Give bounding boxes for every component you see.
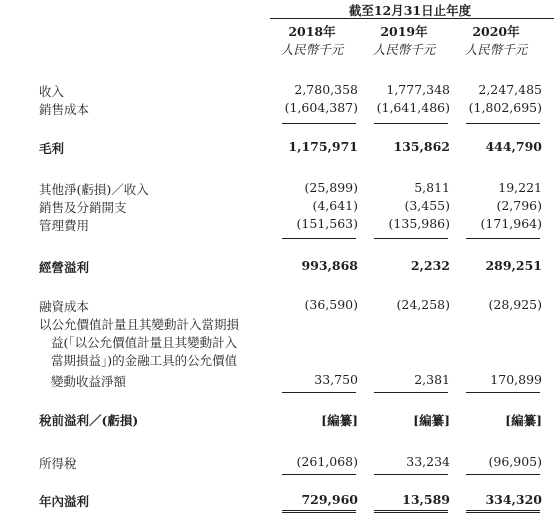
subtotal-rule xyxy=(374,392,448,393)
cell-revenue-2020: 2,247,485 xyxy=(478,82,542,97)
total-double-rule xyxy=(466,510,540,513)
cell-cost-of-sales-2020: (1,802,695) xyxy=(468,100,542,115)
row-label-revenue: 收入 xyxy=(39,84,65,99)
subtotal-rule xyxy=(282,238,356,239)
row-label-fvtpl-line-1: 以公允價值計量且其變動計入當期損 xyxy=(39,317,240,332)
row-label-operating-profit: 經營溢利 xyxy=(39,260,90,275)
cell-revenue-2019: 1,777,348 xyxy=(386,82,450,97)
cell-fvtpl-2020: 170,899 xyxy=(490,372,542,387)
period-header: 截至12月31日止年度 xyxy=(348,3,472,18)
cell-fvtpl-2018: 33,750 xyxy=(314,372,358,387)
unit-2020: 人民幣千元 xyxy=(464,42,528,57)
cell-cost-of-sales-2018: (1,604,387) xyxy=(284,100,358,115)
cell-operating-profit-2020: 289,251 xyxy=(485,258,542,273)
row-label-income-tax: 所得稅 xyxy=(39,456,77,471)
row-label-cost-of-sales: 銷售成本 xyxy=(39,102,90,117)
row-label-fvtpl-line-2: 益(「以公允價值計量且其變動計入 xyxy=(51,335,238,350)
row-label-finance-costs: 融資成本 xyxy=(39,299,90,314)
cell-admin-expenses-2020: (171,964) xyxy=(480,216,542,231)
cell-gross-profit-2020: 444,790 xyxy=(485,139,542,154)
row-label-gross-profit: 毛利 xyxy=(39,141,65,156)
cell-profit-for-year-2019: 13,589 xyxy=(402,492,450,507)
row-label-admin-expenses: 管理費用 xyxy=(39,218,90,233)
cell-income-tax-2020: (96,905) xyxy=(488,454,542,469)
cell-selling-distribution-2020: (2,796) xyxy=(496,198,542,213)
unit-2019: 人民幣千元 xyxy=(372,42,436,57)
total-double-rule xyxy=(374,510,448,513)
subtotal-rule xyxy=(374,123,448,124)
cell-cost-of-sales-2019: (1,641,486) xyxy=(376,100,450,115)
subtotal-rule xyxy=(466,392,540,393)
subtotal-rule xyxy=(282,392,356,393)
cell-income-tax-2019: 33,234 xyxy=(406,454,450,469)
cell-operating-profit-2019: 2,232 xyxy=(410,258,450,273)
cell-admin-expenses-2018: (151,563) xyxy=(296,216,358,231)
row-label-fvtpl-line-3: 當期損益」)的金融工具的公允價值 xyxy=(51,353,238,368)
cell-selling-distribution-2019: (3,455) xyxy=(404,198,450,213)
year-2020-header: 2020年 xyxy=(472,24,520,39)
cell-other-net-2018: (25,899) xyxy=(304,180,358,195)
subtotal-rule xyxy=(282,474,356,475)
cell-other-net-2020: 19,221 xyxy=(498,180,542,195)
subtotal-rule xyxy=(374,474,448,475)
year-2019-header: 2019年 xyxy=(380,24,428,39)
row-label-profit-before-tax: 稅前溢利／(虧損) xyxy=(39,413,139,428)
cell-fvtpl-2019: 2,381 xyxy=(414,372,450,387)
cell-finance-costs-2018: (36,590) xyxy=(304,297,358,312)
cell-finance-costs-2019: (24,258) xyxy=(396,297,450,312)
cell-admin-expenses-2019: (135,986) xyxy=(388,216,450,231)
subtotal-rule xyxy=(466,123,540,124)
header-rule xyxy=(270,18,554,19)
unit-2018: 人民幣千元 xyxy=(280,42,344,57)
cell-profit-before-tax-2020: [編纂] xyxy=(505,413,542,428)
subtotal-rule xyxy=(282,123,356,124)
subtotal-rule xyxy=(466,474,540,475)
cell-revenue-2018: 2,780,358 xyxy=(294,82,358,97)
cell-profit-before-tax-2018: [編纂] xyxy=(321,413,358,428)
cell-income-tax-2018: (261,068) xyxy=(296,454,358,469)
cell-finance-costs-2020: (28,925) xyxy=(488,297,542,312)
year-2018-header: 2018年 xyxy=(288,24,336,39)
row-label-profit-for-year: 年內溢利 xyxy=(39,494,90,509)
cell-profit-for-year-2018: 729,960 xyxy=(301,492,358,507)
row-label-fvtpl-line-4: 變動收益淨額 xyxy=(51,374,127,389)
cell-other-net-2019: 5,811 xyxy=(414,180,450,195)
cell-operating-profit-2018: 993,868 xyxy=(301,258,358,273)
cell-profit-before-tax-2019: [編纂] xyxy=(413,413,450,428)
row-label-selling-distribution: 銷售及分銷開支 xyxy=(39,200,127,215)
cell-profit-for-year-2020: 334,320 xyxy=(485,492,542,507)
total-double-rule xyxy=(282,510,356,513)
row-label-other-net: 其他淨(虧損)／收入 xyxy=(39,182,149,197)
subtotal-rule xyxy=(466,238,540,239)
cell-gross-profit-2018: 1,175,971 xyxy=(288,139,358,154)
cell-selling-distribution-2018: (4,641) xyxy=(312,198,358,213)
subtotal-rule xyxy=(374,238,448,239)
cell-gross-profit-2019: 135,862 xyxy=(393,139,450,154)
